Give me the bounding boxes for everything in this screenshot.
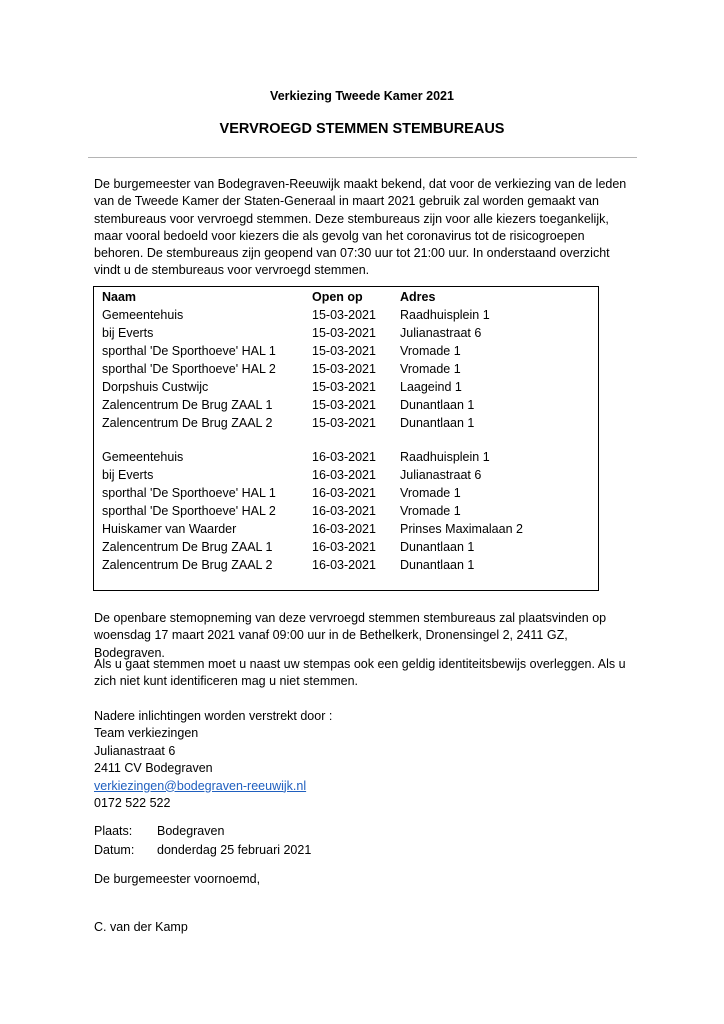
cell-open-date: 15-03-2021 [312, 344, 376, 358]
cell-name: bij Everts [102, 468, 154, 482]
cell-open-date: 16-03-2021 [312, 540, 376, 554]
contact-intro: Nadere inlichtingen worden verstrekt door : [94, 709, 333, 723]
cell-name: sporthal 'De Sporthoeve' HAL 1 [102, 486, 276, 500]
table-row [94, 556, 598, 574]
cell-name: Huiskamer van Waarder [102, 522, 237, 536]
contact-postal: 2411 CV Bodegraven [94, 761, 213, 776]
contact-team: Team verkiezingen [94, 726, 199, 741]
column-header-name: Naam [102, 290, 137, 304]
divider [88, 157, 637, 158]
table-row [94, 502, 598, 520]
table-row [94, 306, 598, 324]
cell-address: Dunantlaan 1 [400, 540, 475, 554]
cell-address: Laageind 1 [400, 380, 462, 394]
cell-name: Zalencentrum De Brug ZAAL 1 [102, 540, 273, 554]
table-row [94, 342, 598, 360]
cell-address: Vromade 1 [400, 486, 461, 500]
contact-email-link[interactable]: verkiezingen@bodegraven-reeuwijk.nl [94, 778, 307, 793]
cell-address: Dunantlaan 1 [400, 398, 475, 412]
cell-open-date: 16-03-2021 [312, 558, 376, 572]
intro-paragraph: De burgemeester van Bodegraven-Reeuwijk maakt bekend, dat voor de verkiezing van de leden van de Tweede Kamer der Staten-Generaal in maart 2021 gebruik zal worden gemaakt van stembureaus voor vervroegd stemmen. Deze stembureaus zijn voor alle kiezers toegankelijk, maar vooral bedoeld voor kiezers die als gevolg van het coronavirus tot de risicogroepen behoren. De stembureaus zijn geopend van 07:30 uur tot 21:00 uur. In onderstaand overzicht vindt u de stembureaus voor vervroegd stemmen. [94, 177, 627, 278]
cell-address: Prinses Maximalaan 2 [400, 522, 523, 536]
table-row [94, 360, 598, 378]
place-value: Bodegraven [157, 824, 225, 838]
cell-name: Zalencentrum De Brug ZAAL 2 [102, 416, 273, 430]
table-row [94, 324, 598, 342]
vote-count-paragraph: De openbare stemopneming van deze vervroegd stemmen stembureaus zal plaatsvinden op woensdag 17 maart 2021 vanaf 09:00 uur in de Bethelkerk, Dronensingel 2, 2411 GZ, Bodegraven. [94, 611, 607, 660]
cell-address: Julianastraat 6 [400, 326, 482, 340]
date-label: Datum: [94, 842, 135, 857]
cell-name: Dorpshuis Custwijc [102, 380, 209, 394]
signatory-name: C. van der Kamp [94, 920, 188, 934]
date-value: donderdag 25 februari 2021 [157, 842, 312, 857]
cell-open-date: 16-03-2021 [312, 450, 376, 464]
cell-name: Zalencentrum De Brug ZAAL 2 [102, 558, 273, 572]
cell-address: Vromade 1 [400, 504, 461, 518]
cell-open-date: 16-03-2021 [312, 504, 376, 518]
column-header-open: Open op [312, 290, 363, 304]
cell-open-date: 16-03-2021 [312, 522, 376, 536]
cell-address: Raadhuisplein 1 [400, 450, 490, 464]
cell-open-date: 15-03-2021 [312, 380, 376, 394]
cell-name: Zalencentrum De Brug ZAAL 1 [102, 398, 273, 412]
date-line [94, 841, 311, 860]
cell-name: Gemeentehuis [102, 450, 184, 464]
contact-block [94, 708, 332, 812]
cell-open-date: 15-03-2021 [312, 416, 376, 430]
table-row [94, 448, 598, 466]
document-title: VERVROEGD STEMMEN STEMBUREAUS [219, 121, 505, 137]
cell-open-date: 16-03-2021 [312, 468, 376, 482]
place-label: Plaats: [94, 824, 133, 838]
closing-line: De burgemeester voornoemd, [94, 872, 261, 886]
column-header-address: Adres [400, 290, 436, 304]
table-row [94, 538, 598, 556]
cell-open-date: 15-03-2021 [312, 326, 376, 340]
polling-stations-table [93, 286, 599, 591]
table-row [94, 396, 598, 414]
contact-phone: 0172 522 522 [94, 796, 171, 811]
table-row [94, 378, 598, 396]
cell-address: Vromade 1 [400, 362, 461, 376]
contact-street: Julianastraat 6 [94, 743, 176, 758]
cell-open-date: 15-03-2021 [312, 398, 376, 412]
cell-name: sporthal 'De Sporthoeve' HAL 2 [102, 362, 276, 376]
identification-paragraph: Als u gaat stemmen moet u naast uw stempas ook een geldig identiteitsbewijs overleggen. Als u zich niet kunt identificeren mag u niet stemmen. [94, 657, 626, 689]
table-row [94, 484, 598, 502]
cell-address: Dunantlaan 1 [400, 558, 475, 572]
cell-open-date: 15-03-2021 [312, 362, 376, 376]
cell-name: Gemeentehuis [102, 308, 184, 322]
cell-open-date: 15-03-2021 [312, 308, 376, 322]
table-header-row [94, 288, 598, 306]
table-row [94, 466, 598, 484]
table-row [94, 520, 598, 538]
cell-address: Vromade 1 [400, 344, 461, 358]
cell-address: Raadhuisplein 1 [400, 308, 490, 322]
cell-open-date: 16-03-2021 [312, 486, 376, 500]
place-date-block [94, 822, 311, 859]
document-subtitle: Verkiezing Tweede Kamer 2021 [270, 89, 454, 103]
cell-address: Dunantlaan 1 [400, 416, 475, 430]
place-line [94, 822, 311, 841]
cell-name: bij Everts [102, 326, 154, 340]
cell-address: Julianastraat 6 [400, 468, 482, 482]
table-row [94, 414, 598, 432]
cell-name: sporthal 'De Sporthoeve' HAL 2 [102, 504, 276, 518]
cell-name: sporthal 'De Sporthoeve' HAL 1 [102, 344, 276, 358]
